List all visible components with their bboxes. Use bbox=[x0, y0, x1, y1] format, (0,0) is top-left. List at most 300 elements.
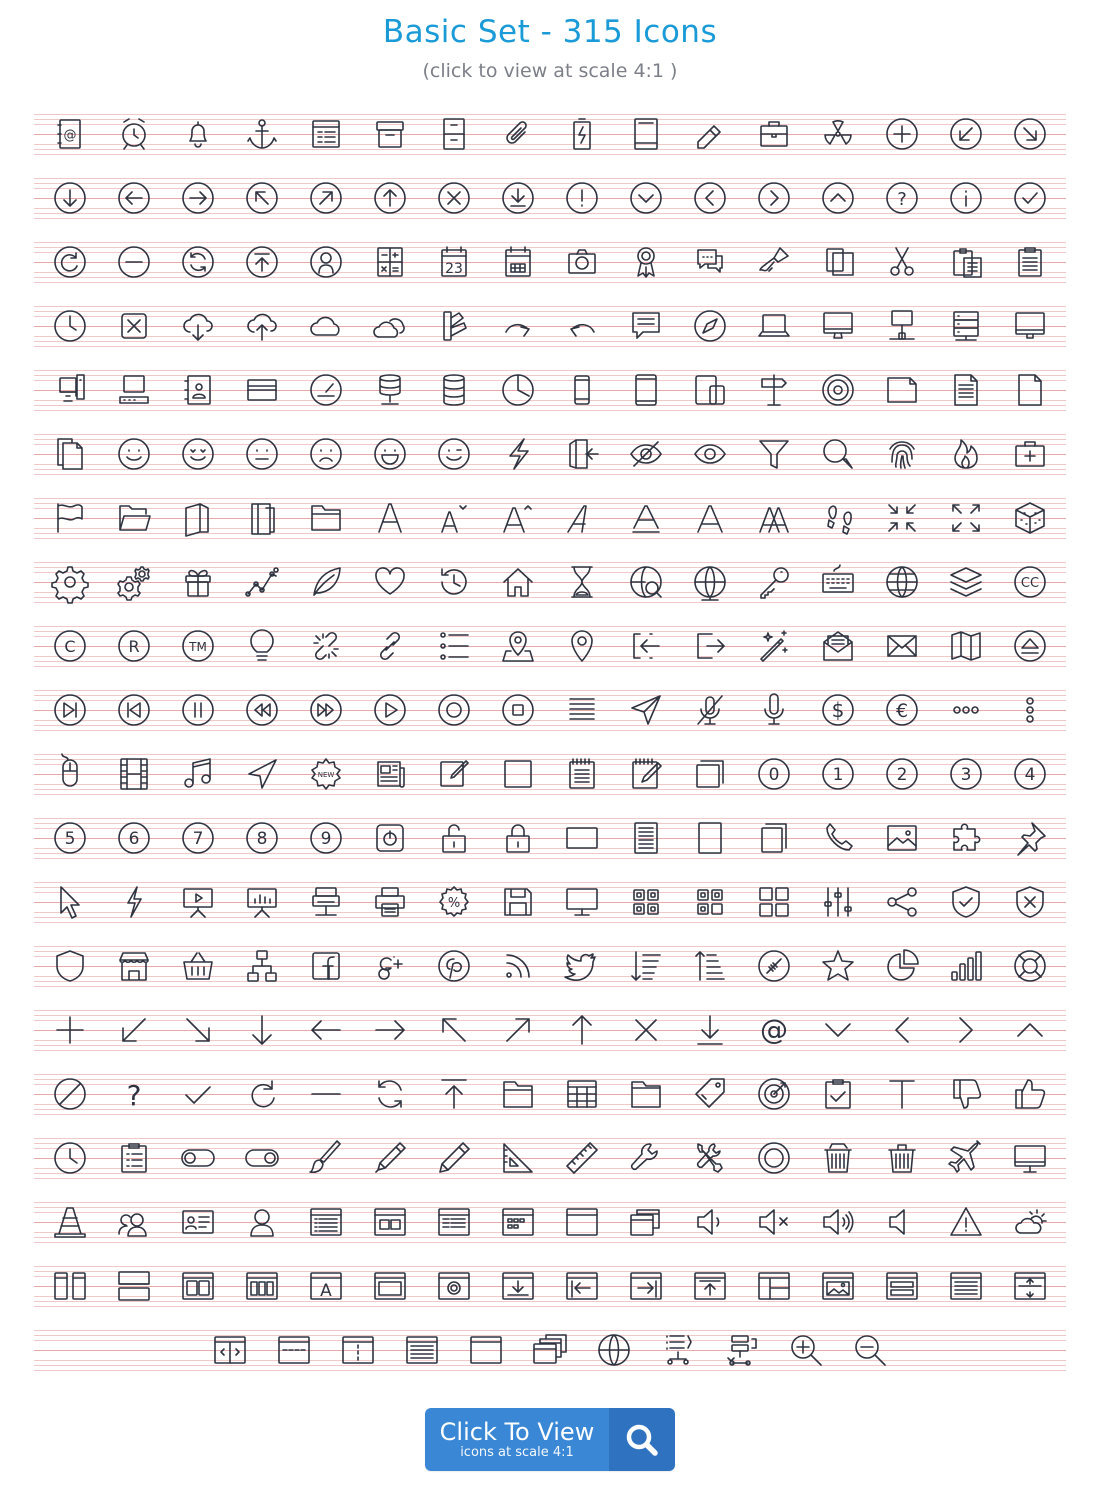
archive-box-icon[interactable] bbox=[370, 114, 410, 154]
loading-ring-icon[interactable] bbox=[754, 1138, 794, 1178]
signpost-icon[interactable] bbox=[754, 370, 794, 410]
circle-check-icon[interactable] bbox=[1010, 178, 1050, 218]
layout-cascade-icon[interactable] bbox=[530, 1330, 570, 1370]
bullet-list-icon[interactable] bbox=[434, 626, 474, 666]
printer-network-icon[interactable] bbox=[306, 882, 346, 922]
click-to-view-button[interactable] bbox=[425, 1408, 675, 1471]
microphone-icon[interactable] bbox=[754, 690, 794, 730]
monitor-icon[interactable] bbox=[1010, 306, 1050, 346]
calculator-icon[interactable] bbox=[370, 242, 410, 282]
heart-icon[interactable] bbox=[370, 562, 410, 602]
address-book-icon[interactable] bbox=[50, 114, 90, 154]
font-bold-icon[interactable] bbox=[370, 498, 410, 538]
dice-icon[interactable] bbox=[1010, 498, 1050, 538]
qr-code-icon[interactable] bbox=[626, 882, 666, 922]
desktop-tower-icon[interactable] bbox=[114, 370, 154, 410]
fast-forward-icon[interactable] bbox=[306, 690, 346, 730]
skip-back-icon[interactable] bbox=[114, 690, 154, 730]
user-icon[interactable] bbox=[242, 1202, 282, 1242]
circle-arrow-down-left-icon[interactable] bbox=[946, 114, 986, 154]
circle-redo-icon[interactable] bbox=[50, 242, 90, 282]
circle-exclamation-icon[interactable] bbox=[562, 178, 602, 218]
neutral-face-icon[interactable] bbox=[242, 434, 282, 474]
server-rack-icon[interactable] bbox=[946, 306, 986, 346]
twitter-icon[interactable] bbox=[562, 946, 602, 986]
send-icon[interactable] bbox=[626, 690, 666, 730]
exit-door-icon[interactable] bbox=[562, 434, 602, 474]
pinterest-icon[interactable] bbox=[434, 946, 474, 986]
logout-icon[interactable] bbox=[690, 626, 730, 666]
trash-full-icon[interactable] bbox=[818, 1138, 858, 1178]
key-icon[interactable] bbox=[754, 562, 794, 602]
text-table-icon[interactable] bbox=[306, 1202, 346, 1242]
battery-charging-icon[interactable] bbox=[562, 114, 602, 154]
toggle-on-icon[interactable] bbox=[242, 1138, 282, 1178]
speaker-low-icon[interactable] bbox=[690, 1202, 730, 1242]
number-5-icon[interactable] bbox=[50, 818, 90, 858]
flag-icon[interactable] bbox=[50, 498, 90, 538]
pie-chart-icon[interactable] bbox=[882, 946, 922, 986]
gears-icon[interactable] bbox=[114, 562, 154, 602]
blocked-icon[interactable] bbox=[50, 1074, 90, 1114]
globe-icon[interactable] bbox=[594, 1330, 634, 1370]
circle-arrow-up-right-icon[interactable] bbox=[306, 178, 346, 218]
presentation-chart-icon[interactable] bbox=[242, 882, 282, 922]
flash-icon[interactable] bbox=[498, 434, 538, 474]
facebook-icon[interactable] bbox=[306, 946, 346, 986]
chat-bubbles-icon[interactable] bbox=[690, 242, 730, 282]
set-square-icon[interactable] bbox=[498, 1138, 538, 1178]
airplane-icon[interactable] bbox=[946, 1138, 986, 1178]
printer-icon[interactable] bbox=[370, 882, 410, 922]
number-8-icon[interactable] bbox=[242, 818, 282, 858]
lifebuoy-icon[interactable] bbox=[1010, 946, 1050, 986]
paperclip-icon[interactable] bbox=[498, 114, 538, 154]
compass-icon[interactable] bbox=[690, 306, 730, 346]
search-icon[interactable] bbox=[609, 1408, 675, 1471]
line-graph-icon[interactable] bbox=[242, 562, 282, 602]
number-6-icon[interactable] bbox=[114, 818, 154, 858]
book-open-icon[interactable] bbox=[178, 498, 218, 538]
chevron-down-icon[interactable] bbox=[818, 1010, 858, 1050]
eye-hidden-icon[interactable] bbox=[626, 434, 666, 474]
devices-icon[interactable] bbox=[690, 370, 730, 410]
speaker-high-icon[interactable] bbox=[818, 1202, 858, 1242]
gear-icon[interactable] bbox=[50, 562, 90, 602]
bell-icon[interactable] bbox=[178, 114, 218, 154]
circle-user-icon[interactable] bbox=[306, 242, 346, 282]
play-icon[interactable] bbox=[370, 690, 410, 730]
layout-expand-right-icon[interactable] bbox=[626, 1266, 666, 1306]
cloud-download-icon[interactable] bbox=[178, 306, 218, 346]
eject-icon[interactable] bbox=[1010, 626, 1050, 666]
time-icon[interactable] bbox=[50, 1138, 90, 1178]
circle-close-icon[interactable] bbox=[434, 178, 474, 218]
unlink-icon[interactable] bbox=[306, 626, 346, 666]
shield-icon[interactable] bbox=[50, 946, 90, 986]
hourglass-icon[interactable] bbox=[562, 562, 602, 602]
upload-icon[interactable] bbox=[434, 1074, 474, 1114]
comment-icon[interactable] bbox=[626, 306, 666, 346]
briefcase-icon[interactable] bbox=[754, 114, 794, 154]
closed-captions-icon[interactable] bbox=[1010, 562, 1050, 602]
font-size-icon[interactable] bbox=[754, 498, 794, 538]
euro-icon[interactable] bbox=[882, 690, 922, 730]
shopping-basket-icon[interactable] bbox=[178, 946, 218, 986]
price-tag-icon[interactable] bbox=[690, 1074, 730, 1114]
home-icon[interactable] bbox=[498, 562, 538, 602]
anchor-icon[interactable] bbox=[242, 114, 282, 154]
puzzle-piece-icon[interactable] bbox=[946, 818, 986, 858]
clouds-icon[interactable] bbox=[370, 306, 410, 346]
at-sign-icon[interactable] bbox=[754, 1010, 794, 1050]
mouse-icon[interactable] bbox=[50, 754, 90, 794]
desktop-icon[interactable] bbox=[818, 306, 858, 346]
sitemap-vertical-icon[interactable] bbox=[658, 1330, 698, 1370]
circle-chevron-down-icon[interactable] bbox=[626, 178, 666, 218]
film-strip-icon[interactable] bbox=[114, 754, 154, 794]
new-badge-icon[interactable] bbox=[306, 754, 346, 794]
percentage-badge-icon[interactable] bbox=[434, 882, 474, 922]
layout-text-icon[interactable] bbox=[306, 1266, 346, 1306]
bar-chart-icon[interactable] bbox=[946, 946, 986, 986]
presentation-video-icon[interactable] bbox=[178, 882, 218, 922]
check-icon[interactable] bbox=[178, 1074, 218, 1114]
layout-window-icon[interactable] bbox=[370, 1266, 410, 1306]
workstation-icon[interactable] bbox=[50, 370, 90, 410]
chevron-right-icon[interactable] bbox=[946, 1010, 986, 1050]
open-folder-icon[interactable] bbox=[114, 498, 154, 538]
rewind-icon[interactable] bbox=[242, 690, 282, 730]
refresh-icon[interactable] bbox=[370, 1074, 410, 1114]
credit-card-icon[interactable] bbox=[242, 370, 282, 410]
map-icon[interactable] bbox=[946, 626, 986, 666]
layout-collapse-left-icon[interactable] bbox=[562, 1266, 602, 1306]
layout-vertical-resize-icon[interactable] bbox=[1010, 1266, 1050, 1306]
thumbs-down-icon[interactable] bbox=[946, 1074, 986, 1114]
font-up-icon[interactable] bbox=[498, 498, 538, 538]
tools-icon[interactable] bbox=[690, 1138, 730, 1178]
circle-chevron-right-icon[interactable] bbox=[754, 178, 794, 218]
layout-download-icon[interactable] bbox=[498, 1266, 538, 1306]
lock-icon[interactable] bbox=[498, 818, 538, 858]
chevron-up-icon[interactable] bbox=[1010, 1010, 1050, 1050]
circle-upload-icon[interactable] bbox=[242, 242, 282, 282]
dollar-icon[interactable] bbox=[818, 690, 858, 730]
partly-cloudy-icon[interactable] bbox=[1010, 1202, 1050, 1242]
arrow-up-right-icon[interactable] bbox=[498, 1010, 538, 1050]
trademark-icon[interactable] bbox=[178, 626, 218, 666]
screen-icon[interactable] bbox=[562, 882, 602, 922]
world-icon[interactable] bbox=[882, 562, 922, 602]
music-note-icon[interactable] bbox=[178, 754, 218, 794]
share-icon[interactable] bbox=[882, 882, 922, 922]
more-vertical-icon[interactable] bbox=[1010, 690, 1050, 730]
number-4-icon[interactable] bbox=[1010, 754, 1050, 794]
calendar-grid-icon[interactable] bbox=[498, 242, 538, 282]
layout-image-icon[interactable] bbox=[818, 1266, 858, 1306]
floppy-disk-icon[interactable] bbox=[498, 882, 538, 922]
tv-icon[interactable] bbox=[1010, 1138, 1050, 1178]
award-ribbon-icon[interactable] bbox=[626, 242, 666, 282]
page-blank-icon[interactable] bbox=[690, 818, 730, 858]
text-cursor-icon[interactable] bbox=[882, 1074, 922, 1114]
chevron-left-icon[interactable] bbox=[882, 1010, 922, 1050]
contacts-book-icon[interactable] bbox=[178, 370, 218, 410]
globe-search-icon[interactable] bbox=[626, 562, 666, 602]
traffic-cone-icon[interactable] bbox=[50, 1202, 90, 1242]
warning-icon[interactable] bbox=[946, 1202, 986, 1242]
eye-icon[interactable] bbox=[690, 434, 730, 474]
notepad-edit-icon[interactable] bbox=[626, 754, 666, 794]
mic-off-icon[interactable] bbox=[690, 690, 730, 730]
shield-check-icon[interactable] bbox=[946, 882, 986, 922]
zoom-in-icon[interactable] bbox=[786, 1330, 826, 1370]
circle-arrow-up-left-icon[interactable] bbox=[242, 178, 282, 218]
first-aid-kit-icon[interactable] bbox=[1010, 434, 1050, 474]
circle-chevron-up-icon[interactable] bbox=[818, 178, 858, 218]
pause-icon[interactable] bbox=[178, 690, 218, 730]
link-icon[interactable] bbox=[370, 626, 410, 666]
grin-face-icon[interactable] bbox=[370, 434, 410, 474]
number-1-icon[interactable] bbox=[818, 754, 858, 794]
expand-icon[interactable] bbox=[946, 498, 986, 538]
menu-lines-icon[interactable] bbox=[562, 690, 602, 730]
layout-divider-icon[interactable] bbox=[338, 1330, 378, 1370]
speedometer-icon[interactable] bbox=[306, 370, 346, 410]
rss-icon[interactable] bbox=[498, 946, 538, 986]
id-card-icon[interactable] bbox=[178, 1202, 218, 1242]
record-icon[interactable] bbox=[434, 690, 474, 730]
paint-brush-tool-icon[interactable] bbox=[306, 1138, 346, 1178]
paint-brush-icon[interactable] bbox=[754, 242, 794, 282]
duplicate-icon[interactable] bbox=[690, 754, 730, 794]
fingerprint-icon[interactable] bbox=[882, 434, 922, 474]
smartphone-icon[interactable] bbox=[562, 370, 602, 410]
unlock-icon[interactable] bbox=[434, 818, 474, 858]
font-down-icon[interactable] bbox=[434, 498, 474, 538]
globe-network-icon[interactable] bbox=[690, 562, 730, 602]
font-underline-icon[interactable] bbox=[626, 498, 666, 538]
layout-upload-icon[interactable] bbox=[690, 1266, 730, 1306]
tablet-icon[interactable] bbox=[626, 370, 666, 410]
arrow-down-left-icon[interactable] bbox=[114, 1010, 154, 1050]
layout-three-panels-icon[interactable] bbox=[242, 1266, 282, 1306]
task-list-icon[interactable] bbox=[114, 1138, 154, 1178]
skip-forward-icon[interactable] bbox=[50, 690, 90, 730]
minus-icon[interactable] bbox=[306, 1074, 346, 1114]
circle-info-icon[interactable] bbox=[946, 178, 986, 218]
plus-icon[interactable] bbox=[50, 1010, 90, 1050]
windows-stack-icon[interactable] bbox=[626, 1202, 666, 1242]
browser-window-icon[interactable] bbox=[306, 114, 346, 154]
click-to-view-label-area[interactable] bbox=[425, 1408, 609, 1471]
color-swatches-icon[interactable] bbox=[434, 306, 474, 346]
redo-arrow-icon[interactable] bbox=[498, 306, 538, 346]
copy-documents-icon[interactable] bbox=[818, 242, 858, 282]
square-close-icon[interactable] bbox=[114, 306, 154, 346]
arrow-down-icon[interactable] bbox=[242, 1010, 282, 1050]
sort-descending-icon[interactable] bbox=[626, 946, 666, 986]
lightbulb-icon[interactable] bbox=[242, 626, 282, 666]
database-icon[interactable] bbox=[434, 370, 474, 410]
cursor-icon[interactable] bbox=[50, 882, 90, 922]
layout-columns-icon[interactable] bbox=[50, 1266, 90, 1306]
sad-face-icon[interactable] bbox=[306, 434, 346, 474]
edit-icon[interactable] bbox=[434, 754, 474, 794]
workflow-icon[interactable] bbox=[722, 1330, 762, 1370]
layout-rows-icon[interactable] bbox=[114, 1266, 154, 1306]
funnel-icon[interactable] bbox=[754, 434, 794, 474]
folder-book-icon[interactable] bbox=[242, 498, 282, 538]
documents-icon[interactable] bbox=[50, 434, 90, 474]
target-icon[interactable] bbox=[754, 1074, 794, 1114]
layout-dashed-icon[interactable] bbox=[274, 1330, 314, 1370]
arrow-left-icon[interactable] bbox=[306, 1010, 346, 1050]
cloud-upload-icon[interactable] bbox=[242, 306, 282, 346]
newspaper-icon[interactable] bbox=[370, 754, 410, 794]
speaker-mute-icon[interactable] bbox=[754, 1202, 794, 1242]
image-icon[interactable] bbox=[882, 818, 922, 858]
layout-blank-icon[interactable] bbox=[466, 1330, 506, 1370]
sort-ascending-icon[interactable] bbox=[690, 946, 730, 986]
location-pin-icon[interactable] bbox=[562, 626, 602, 666]
login-icon[interactable] bbox=[626, 626, 666, 666]
number-9-icon[interactable] bbox=[306, 818, 346, 858]
love-face-icon[interactable] bbox=[178, 434, 218, 474]
layout-settings-icon[interactable] bbox=[434, 1266, 474, 1306]
window-icon[interactable] bbox=[562, 1202, 602, 1242]
laptop-icon[interactable] bbox=[754, 306, 794, 346]
footprints-icon[interactable] bbox=[818, 498, 858, 538]
app-grid-icon[interactable] bbox=[498, 1202, 538, 1242]
clipboard-list-icon[interactable] bbox=[1010, 242, 1050, 282]
square-icon[interactable] bbox=[498, 754, 538, 794]
magnifier-icon[interactable] bbox=[818, 434, 858, 474]
shrink-icon[interactable] bbox=[882, 498, 922, 538]
undo-arrow-icon[interactable] bbox=[562, 306, 602, 346]
keyboard-icon[interactable] bbox=[818, 562, 858, 602]
number-7-icon[interactable] bbox=[178, 818, 218, 858]
folder-icon[interactable] bbox=[306, 498, 346, 538]
notepad-icon[interactable] bbox=[562, 754, 602, 794]
toggle-off-icon[interactable] bbox=[178, 1138, 218, 1178]
more-horizontal-icon[interactable] bbox=[946, 690, 986, 730]
calendar-date-icon[interactable] bbox=[434, 242, 474, 282]
page-text-icon[interactable] bbox=[626, 818, 666, 858]
disc-icon[interactable] bbox=[818, 370, 858, 410]
arrow-down-right-icon[interactable] bbox=[178, 1010, 218, 1050]
pages-icon[interactable] bbox=[754, 818, 794, 858]
arrow-up-icon[interactable] bbox=[562, 1010, 602, 1050]
circle-question-icon[interactable] bbox=[882, 178, 922, 218]
layout-sidebar-icon[interactable] bbox=[754, 1266, 794, 1306]
circle-arrow-left-icon[interactable] bbox=[114, 178, 154, 218]
network-computer-icon[interactable] bbox=[882, 306, 922, 346]
phone-icon[interactable] bbox=[818, 818, 858, 858]
pencil-icon[interactable] bbox=[434, 1138, 474, 1178]
open-mail-icon[interactable] bbox=[818, 626, 858, 666]
download-icon[interactable] bbox=[690, 1010, 730, 1050]
number-0-icon[interactable] bbox=[754, 754, 794, 794]
sitemap-icon[interactable] bbox=[242, 946, 282, 986]
database-network-icon[interactable] bbox=[370, 370, 410, 410]
map-marker-icon[interactable] bbox=[498, 626, 538, 666]
alarm-clock-icon[interactable] bbox=[114, 114, 154, 154]
circle-chevron-left-icon[interactable] bbox=[690, 178, 730, 218]
circle-arrow-right-icon[interactable] bbox=[178, 178, 218, 218]
wink-face-icon[interactable] bbox=[434, 434, 474, 474]
zoom-out-icon[interactable] bbox=[850, 1330, 890, 1370]
circle-arrow-down-icon[interactable] bbox=[50, 178, 90, 218]
number-2-icon[interactable] bbox=[882, 754, 922, 794]
table-icon[interactable] bbox=[562, 1074, 602, 1114]
star-icon[interactable] bbox=[818, 946, 858, 986]
pie-clock-icon[interactable] bbox=[498, 370, 538, 410]
power-button-icon[interactable] bbox=[370, 818, 410, 858]
shop-icon[interactable] bbox=[114, 946, 154, 986]
layout-two-panels-icon[interactable] bbox=[178, 1266, 218, 1306]
font-italic-icon[interactable] bbox=[562, 498, 602, 538]
question-icon[interactable] bbox=[114, 1074, 154, 1114]
users-icon[interactable] bbox=[114, 1202, 154, 1242]
grid-squares-icon[interactable] bbox=[754, 882, 794, 922]
close-icon[interactable] bbox=[626, 1010, 666, 1050]
text-document-icon[interactable] bbox=[946, 370, 986, 410]
rectangle-icon[interactable] bbox=[562, 818, 602, 858]
redo-icon[interactable] bbox=[242, 1074, 282, 1114]
folder-outline-icon[interactable] bbox=[498, 1074, 538, 1114]
navigation-arrow-icon[interactable] bbox=[242, 754, 282, 794]
pencil-eraser-icon[interactable] bbox=[690, 114, 730, 154]
circle-arrow-up-icon[interactable] bbox=[370, 178, 410, 218]
circle-refresh-icon[interactable] bbox=[178, 242, 218, 282]
circle-plus-icon[interactable] bbox=[882, 114, 922, 154]
gift-icon[interactable] bbox=[178, 562, 218, 602]
layout-bands-icon[interactable] bbox=[882, 1266, 922, 1306]
radiation-icon[interactable] bbox=[818, 114, 858, 154]
wrench-icon[interactable] bbox=[626, 1138, 666, 1178]
circle-minus-icon[interactable] bbox=[114, 242, 154, 282]
cloud-icon[interactable] bbox=[306, 306, 346, 346]
stop-icon[interactable] bbox=[498, 690, 538, 730]
pen-icon[interactable] bbox=[370, 1138, 410, 1178]
history-icon[interactable] bbox=[434, 562, 474, 602]
clipboard-check-icon[interactable] bbox=[818, 1074, 858, 1114]
arrow-up-left-icon[interactable] bbox=[434, 1010, 474, 1050]
font-regular-icon[interactable] bbox=[690, 498, 730, 538]
speaker-off-icon[interactable] bbox=[882, 1202, 922, 1242]
folder-tab-icon[interactable] bbox=[626, 1074, 666, 1114]
circle-arrow-down-right-icon[interactable] bbox=[1010, 114, 1050, 154]
mail-icon[interactable] bbox=[882, 626, 922, 666]
clock-icon[interactable] bbox=[50, 306, 90, 346]
pushpin-icon[interactable] bbox=[1010, 818, 1050, 858]
sliders-icon[interactable] bbox=[818, 882, 858, 922]
table-list-icon[interactable] bbox=[434, 1202, 474, 1242]
trash-icon[interactable] bbox=[882, 1138, 922, 1178]
scissors-icon[interactable] bbox=[882, 242, 922, 282]
circle-download-icon[interactable] bbox=[498, 178, 538, 218]
layout-code-icon[interactable] bbox=[210, 1330, 250, 1370]
number-3-icon[interactable] bbox=[946, 754, 986, 794]
smile-icon[interactable] bbox=[114, 434, 154, 474]
document-icon[interactable] bbox=[1010, 370, 1050, 410]
layout-lines-icon[interactable] bbox=[402, 1330, 442, 1370]
blank-document-icon[interactable] bbox=[882, 370, 922, 410]
leaf-icon[interactable] bbox=[306, 562, 346, 602]
fire-icon[interactable] bbox=[946, 434, 986, 474]
